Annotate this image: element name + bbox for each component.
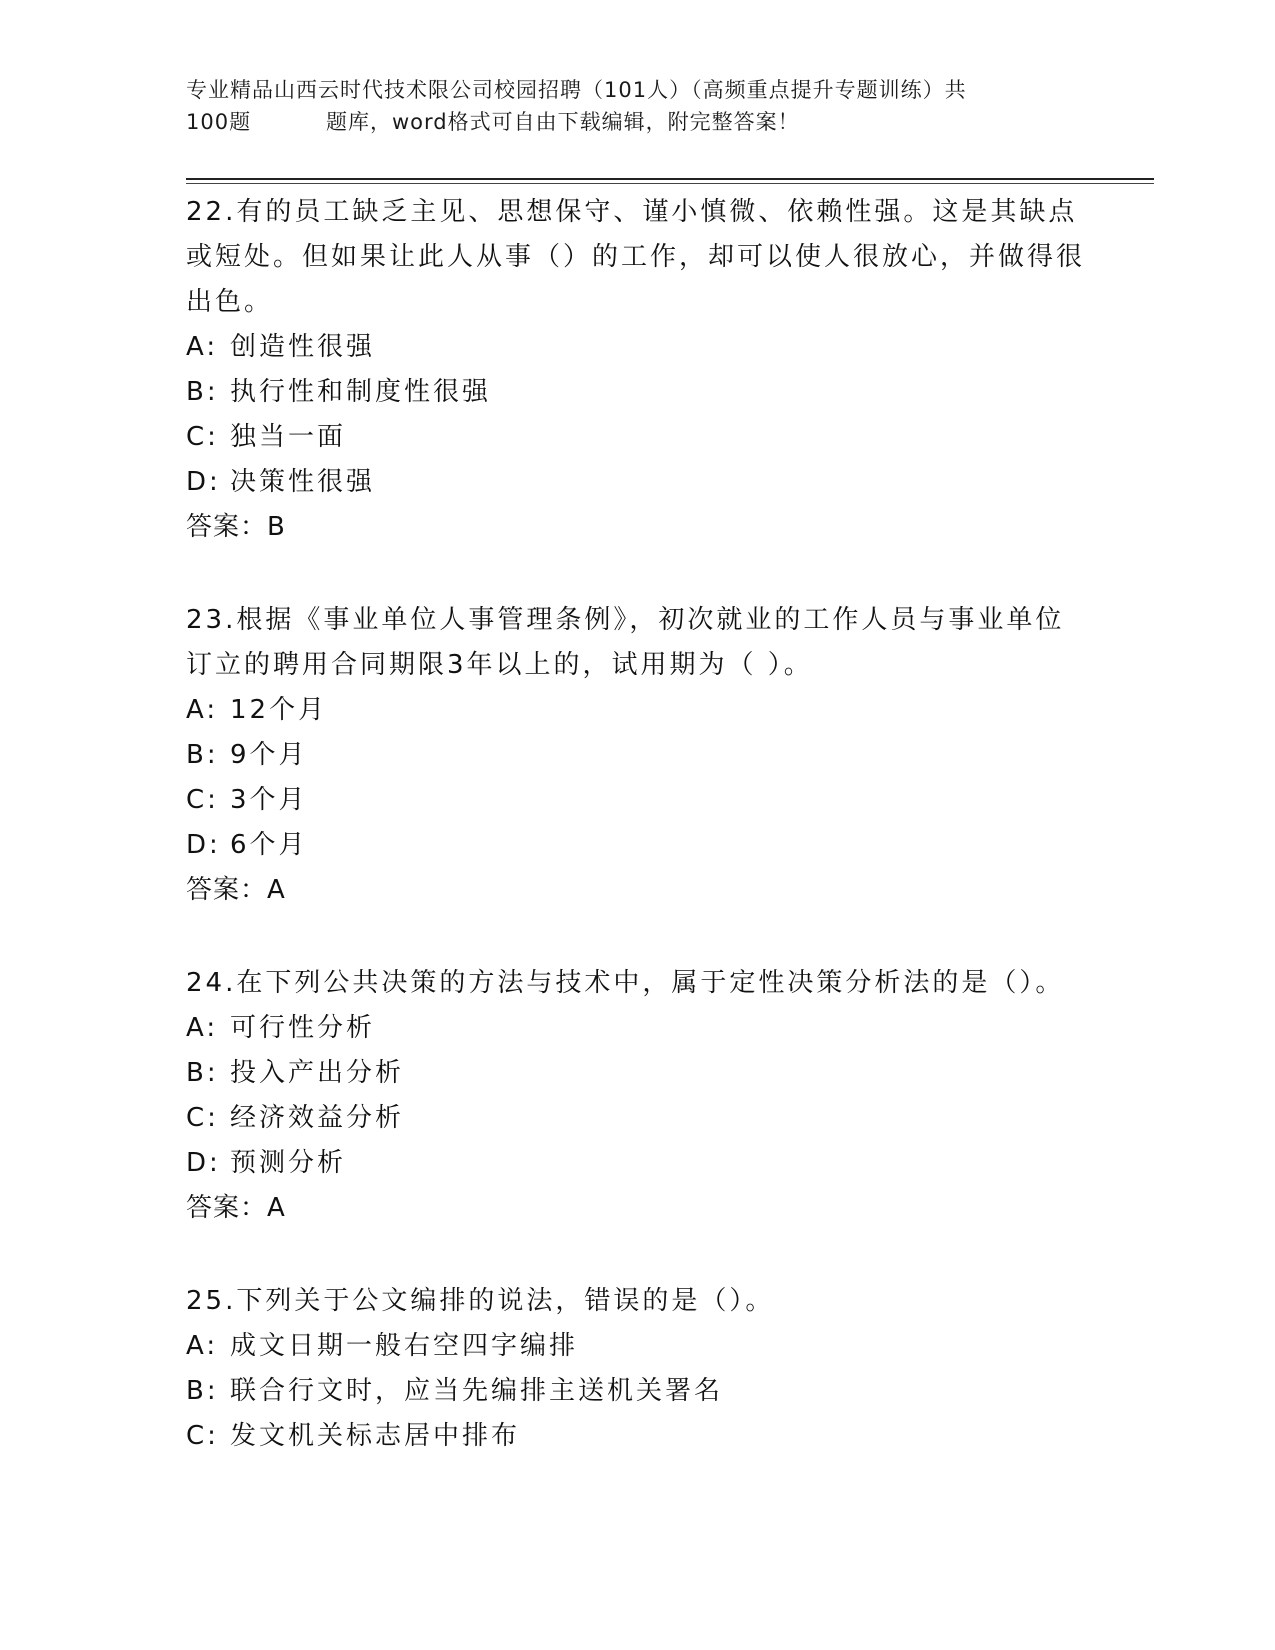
answer-line: 答案：A: [186, 1193, 286, 1223]
option-a: [186, 688, 1086, 733]
header-divider-thick: [186, 178, 1154, 180]
header-description: 题库，word格式可自由下载编辑，附完整答案！: [326, 110, 800, 134]
question-list: [186, 186, 1086, 1503]
question-text: 25.下列关于公文编排的说法，错误的是（）。: [186, 1286, 775, 1316]
option-key: C:: [186, 1421, 219, 1451]
option-text: 联合行文时，应当先编排主送机关署名: [230, 1376, 724, 1406]
option-key: B:: [186, 1376, 219, 1406]
question-24: [186, 957, 1086, 1231]
question-23: [186, 594, 1086, 913]
option-key: A:: [186, 332, 219, 362]
option-key: B:: [186, 740, 219, 770]
option-b: [186, 1051, 1086, 1096]
option-key: D:: [186, 467, 221, 497]
option-text: 创造性很强: [230, 332, 376, 362]
option-text: 12个月: [230, 695, 328, 725]
header-title-line1: 专业精品山西云时代技术限公司校园招聘（101人）（高频重点提升专题训练）共: [186, 78, 967, 102]
option-text: 可行性分析: [230, 1013, 376, 1043]
question-text: 23.根据《事业单位人事管理条例》，初次就业的工作人员与事业单位订立的聘用合同期限3年以上的，试用期为（ ）。: [186, 605, 1065, 680]
option-key: A:: [186, 695, 219, 725]
option-a: [186, 1324, 1086, 1369]
option-text: 6个月: [230, 830, 308, 860]
option-c: [186, 1096, 1086, 1141]
option-c: [186, 1414, 1086, 1459]
question-text: 24.在下列公共决策的方法与技术中，属于定性决策分析法的是（）。: [186, 968, 1065, 998]
answer-line: 答案：B: [186, 512, 286, 542]
option-key: D:: [186, 830, 221, 860]
option-text: 执行性和制度性很强: [230, 377, 492, 407]
option-key: C:: [186, 785, 219, 815]
option-a: [186, 325, 1086, 370]
document-header: [186, 74, 1086, 138]
question-text: 22.有的员工缺乏主见、思想保守、谨小慎微、依赖性强。这是其缺点或短处。但如果让此人从事（）的工作，却可以使人很放心，并做得很出色。: [186, 197, 1086, 317]
option-d: [186, 460, 1086, 505]
header-title-line2: [186, 106, 1086, 138]
option-key: A:: [186, 1013, 219, 1043]
option-text: 独当一面: [230, 422, 347, 452]
option-text: 成文日期一般右空四字编排: [230, 1331, 579, 1361]
option-d: [186, 1141, 1086, 1186]
option-text: 3个月: [230, 785, 308, 815]
option-d: [186, 823, 1086, 868]
option-key: B:: [186, 377, 219, 407]
question-22: [186, 186, 1086, 550]
option-text: 9个月: [230, 740, 308, 770]
option-key: D:: [186, 1148, 221, 1178]
option-text: 投入产出分析: [230, 1058, 405, 1088]
question-25: [186, 1275, 1086, 1459]
option-b: [186, 733, 1086, 778]
option-text: 预测分析: [230, 1148, 347, 1178]
option-key: C:: [186, 1103, 219, 1133]
option-b: [186, 1369, 1086, 1414]
header-divider-thin: [186, 183, 1154, 184]
option-text: 经济效益分析: [230, 1103, 405, 1133]
option-text: 决策性很强: [230, 467, 376, 497]
option-c: [186, 778, 1086, 823]
header-count: 100题: [186, 110, 252, 134]
option-key: A:: [186, 1331, 219, 1361]
answer-line: 答案：A: [186, 875, 286, 905]
option-a: [186, 1006, 1086, 1051]
option-text: 发文机关标志居中排布: [230, 1421, 521, 1451]
option-key: C:: [186, 422, 219, 452]
option-c: [186, 415, 1086, 460]
option-key: B:: [186, 1058, 219, 1088]
option-b: [186, 370, 1086, 415]
